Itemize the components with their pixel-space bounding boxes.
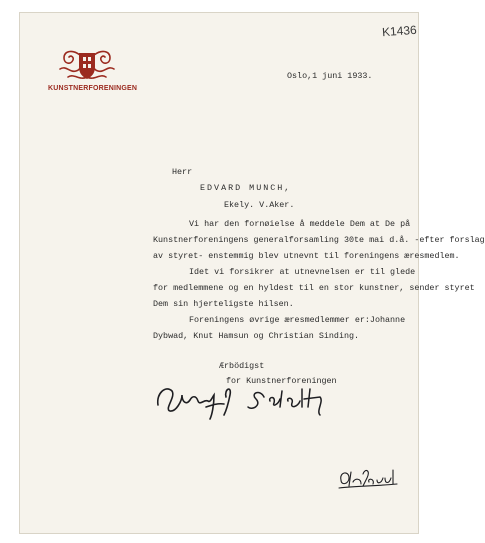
letter-sheet: [20, 13, 485, 533]
crest-icon: [58, 47, 116, 83]
salutation: Herr: [172, 167, 193, 177]
body-line: Idet vi forsikrer at utnevnelsen er til glede: [189, 267, 416, 277]
letter-body: [153, 216, 485, 344]
recipient-name: EDVARD MUNCH,: [200, 183, 292, 193]
closing-line: for Kunstnerforeningen: [226, 376, 337, 386]
letter-date: Oslo,1 juni 1933.: [287, 71, 373, 81]
letterhead-name: KUNSTNERFORENINGEN: [48, 85, 138, 92]
body-line: for medlemmene og en hyldest til en stor kunstner, sender styret: [153, 283, 475, 293]
body-line: Kunstnerforeningens generalforsamling 30te mai d.å. -efter forslag: [153, 235, 485, 245]
body-line: av styret- enstemmig blev utnevnt til foreningens æresmedlem.: [153, 251, 460, 261]
body-line: Foreningens øvrige æresmedlemmer er:Johanne: [189, 315, 406, 325]
body-line: Dybwad, Knut Hamsun og Christian Sinding.: [153, 331, 360, 341]
archive-number: K1436: [381, 22, 418, 40]
closing-line: Ærbödigst: [219, 361, 265, 371]
handwritten-signature: [337, 466, 399, 492]
letterhead-logo: [48, 47, 138, 92]
body-line: Vi har den fornøielse å meddele Dem at De på: [189, 219, 411, 229]
handwritten-signature: [152, 379, 367, 421]
recipient-address: Ekely. V.Aker.: [224, 200, 295, 210]
body-line: Dem sin hjerteligste hilsen.: [153, 299, 294, 309]
